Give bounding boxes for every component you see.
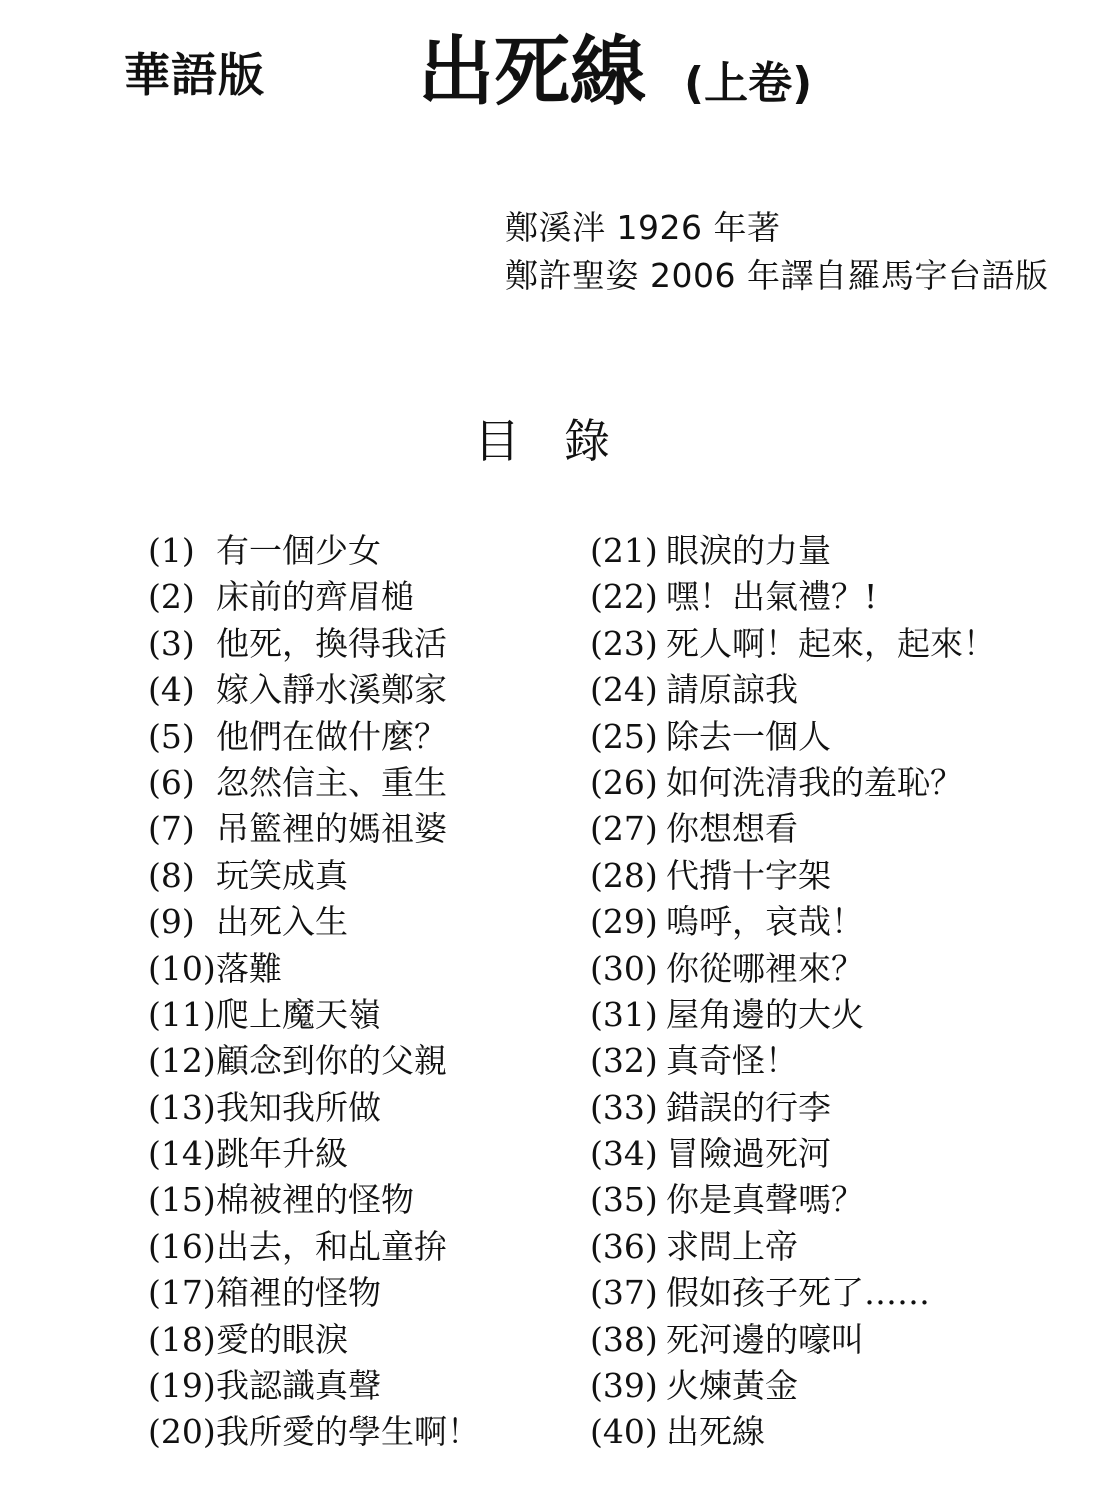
toc-entry	[590, 992, 996, 1038]
toc-entry	[148, 1177, 480, 1223]
toc-entry	[148, 806, 480, 852]
toc-entry	[148, 1317, 480, 1363]
toc-entry	[148, 946, 480, 992]
toc-heading-char: 錄	[564, 414, 610, 468]
chapter-title: 你想想看	[666, 809, 798, 849]
chapter-number: (32)	[590, 1041, 658, 1081]
chapter-title: 顧念到你的父親	[216, 1041, 447, 1081]
author-credits	[505, 204, 1048, 300]
chapter-title: 床前的齊眉槌	[216, 577, 414, 617]
toc-entry	[148, 760, 480, 806]
chapter-number: (28)	[590, 855, 658, 895]
chapter-number: (30)	[590, 948, 658, 988]
chapter-number: (5)	[148, 716, 195, 756]
toc-entry	[590, 1270, 996, 1316]
chapter-title: 眼淚的力量	[666, 531, 831, 570]
chapter-number: (19)	[148, 1366, 216, 1406]
chapter-title: 吊籃裡的媽祖婆	[216, 809, 447, 849]
chapter-number: (27)	[590, 809, 658, 849]
chapter-title: 屋角邊的大火	[666, 994, 864, 1034]
chapter-title: 愛的眼淚	[216, 1319, 348, 1359]
chapter-number: (10)	[148, 948, 216, 988]
toc-entry	[590, 1224, 996, 1270]
toc-entry	[590, 667, 996, 713]
toc-entry	[148, 621, 480, 667]
chapter-title: 除去一個人	[666, 716, 831, 756]
toc-entry	[148, 574, 480, 620]
chapter-title: 他死，換得我活	[216, 623, 447, 663]
chapter-number: (7)	[148, 809, 195, 849]
toc-entry	[590, 1317, 996, 1363]
toc-entry	[148, 528, 480, 574]
chapter-title: 箱裡的怪物	[216, 1273, 381, 1313]
chapter-number: (12)	[148, 1041, 216, 1081]
chapter-number: (38)	[590, 1319, 658, 1359]
toc-entry	[590, 853, 996, 899]
toc-heading-char: 目	[474, 414, 520, 468]
chapter-number: (17)	[148, 1273, 216, 1313]
toc-entry	[148, 853, 480, 899]
toc-entry	[590, 1409, 996, 1455]
chapter-number: (26)	[590, 762, 658, 802]
toc-entry	[148, 1409, 480, 1455]
toc-entry	[590, 621, 996, 667]
chapter-title: 死河邊的嚎叫	[666, 1319, 864, 1359]
toc-entry	[148, 714, 480, 760]
chapter-title: 棉被裡的怪物	[216, 1180, 414, 1220]
chapter-title: 死人啊！起來，起來！	[666, 623, 996, 663]
chapter-number: (6)	[148, 762, 195, 802]
toc-left-column	[148, 528, 480, 1456]
toc-entry	[148, 1224, 480, 1270]
chapter-number: (35)	[590, 1180, 658, 1220]
chapter-number: (15)	[148, 1180, 216, 1220]
chapter-title: 真奇怪！	[666, 1041, 798, 1081]
author-line: 鄭溪泮 1926 年著	[505, 208, 781, 247]
toc-entry	[590, 946, 996, 992]
toc-entry	[148, 1038, 480, 1084]
chapter-number: (18)	[148, 1319, 216, 1359]
chapter-number: (40)	[590, 1412, 658, 1452]
toc-entry	[148, 1131, 480, 1177]
chapter-number: (16)	[148, 1226, 216, 1266]
toc-entry	[148, 992, 480, 1038]
chapter-title: 有一個少女	[216, 531, 381, 570]
chapter-number: (25)	[590, 716, 658, 756]
toc-right-column	[590, 528, 996, 1456]
chapter-number: (4)	[148, 670, 195, 710]
toc-entry	[590, 899, 996, 945]
chapter-number: (36)	[590, 1226, 658, 1266]
toc-entry	[148, 899, 480, 945]
chapter-title: 求問上帝	[666, 1226, 798, 1266]
chapter-number: (33)	[590, 1087, 658, 1127]
toc-entry	[590, 1177, 996, 1223]
toc-entry	[590, 1131, 996, 1177]
translator-line: 鄭許聖姿 2006 年譯自羅馬字台語版	[505, 256, 1049, 295]
chapter-title: 冒險過死河	[666, 1134, 831, 1174]
chapter-title: 請原諒我	[666, 670, 798, 710]
chapter-title: 我所愛的學生啊！	[216, 1412, 480, 1452]
chapter-number: (3)	[148, 623, 195, 663]
chapter-title: 假如孩子死了……	[666, 1273, 930, 1313]
title-block	[418, 27, 813, 116]
chapter-title: 你從哪裡來？	[666, 948, 864, 988]
chapter-number: (14)	[148, 1134, 216, 1174]
chapter-number: (31)	[590, 994, 658, 1034]
chapter-title: 你是真聲嗎？	[666, 1180, 864, 1220]
chapter-number: (23)	[590, 623, 658, 663]
chapter-number: (2)	[148, 577, 195, 617]
book-title: 出死線	[418, 27, 646, 116]
chapter-title: 出死入生	[216, 902, 348, 942]
chapter-number: (37)	[590, 1273, 658, 1313]
chapter-title: 爬上魔天嶺	[216, 994, 381, 1034]
chapter-number: (11)	[148, 994, 216, 1034]
chapter-title: 落難	[216, 948, 282, 988]
chapter-title: 他們在做什麼？	[216, 716, 447, 756]
chapter-number: (8)	[148, 855, 195, 895]
chapter-number: (22)	[590, 577, 658, 617]
toc-entry	[148, 1270, 480, 1316]
chapter-title: 我認識真聲	[216, 1366, 381, 1406]
chapter-title: 錯誤的行李	[666, 1087, 831, 1127]
toc-entry	[148, 1363, 480, 1409]
chapter-title: 玩笑成真	[216, 855, 348, 895]
toc-heading	[474, 414, 610, 468]
toc-entry	[590, 714, 996, 760]
chapter-title: 出去，和乩童拚	[216, 1226, 447, 1266]
chapter-number: (1)	[148, 531, 195, 570]
toc-entry	[590, 1363, 996, 1409]
chapter-title: 我知我所做	[216, 1087, 381, 1127]
toc-entry	[590, 574, 996, 620]
toc-entry	[590, 528, 996, 574]
toc-entry	[590, 1038, 996, 1084]
chapter-title: 出死線	[666, 1412, 765, 1452]
chapter-number: (29)	[590, 902, 658, 942]
chapter-number: (20)	[148, 1412, 216, 1452]
chapter-title: 如何洗清我的羞恥？	[666, 762, 963, 802]
chapter-title: 嘿！出氣禮？!	[666, 577, 878, 617]
toc-entry	[590, 806, 996, 852]
chapter-number: (21)	[590, 531, 658, 570]
chapter-number: (39)	[590, 1366, 658, 1406]
toc-entry	[148, 667, 480, 713]
chapter-title: 忽然信主、重生	[216, 762, 447, 802]
chapter-title: 嗚呼，哀哉！	[666, 902, 864, 942]
chapter-title: 嫁入靜水溪鄭家	[216, 670, 447, 710]
toc-entry	[590, 760, 996, 806]
toc-entry	[148, 1085, 480, 1131]
chapter-number: (34)	[590, 1134, 658, 1174]
edition-label: 華語版	[124, 48, 265, 102]
chapter-number: (13)	[148, 1087, 216, 1127]
chapter-number: (9)	[148, 902, 195, 942]
toc-entry	[590, 1085, 996, 1131]
chapter-title: 跳年升級	[216, 1134, 348, 1174]
volume-label: (上卷)	[684, 58, 813, 109]
chapter-title: 代揹十字架	[666, 855, 831, 895]
chapter-title: 火煉黃金	[666, 1366, 798, 1406]
chapter-number: (24)	[590, 670, 658, 710]
